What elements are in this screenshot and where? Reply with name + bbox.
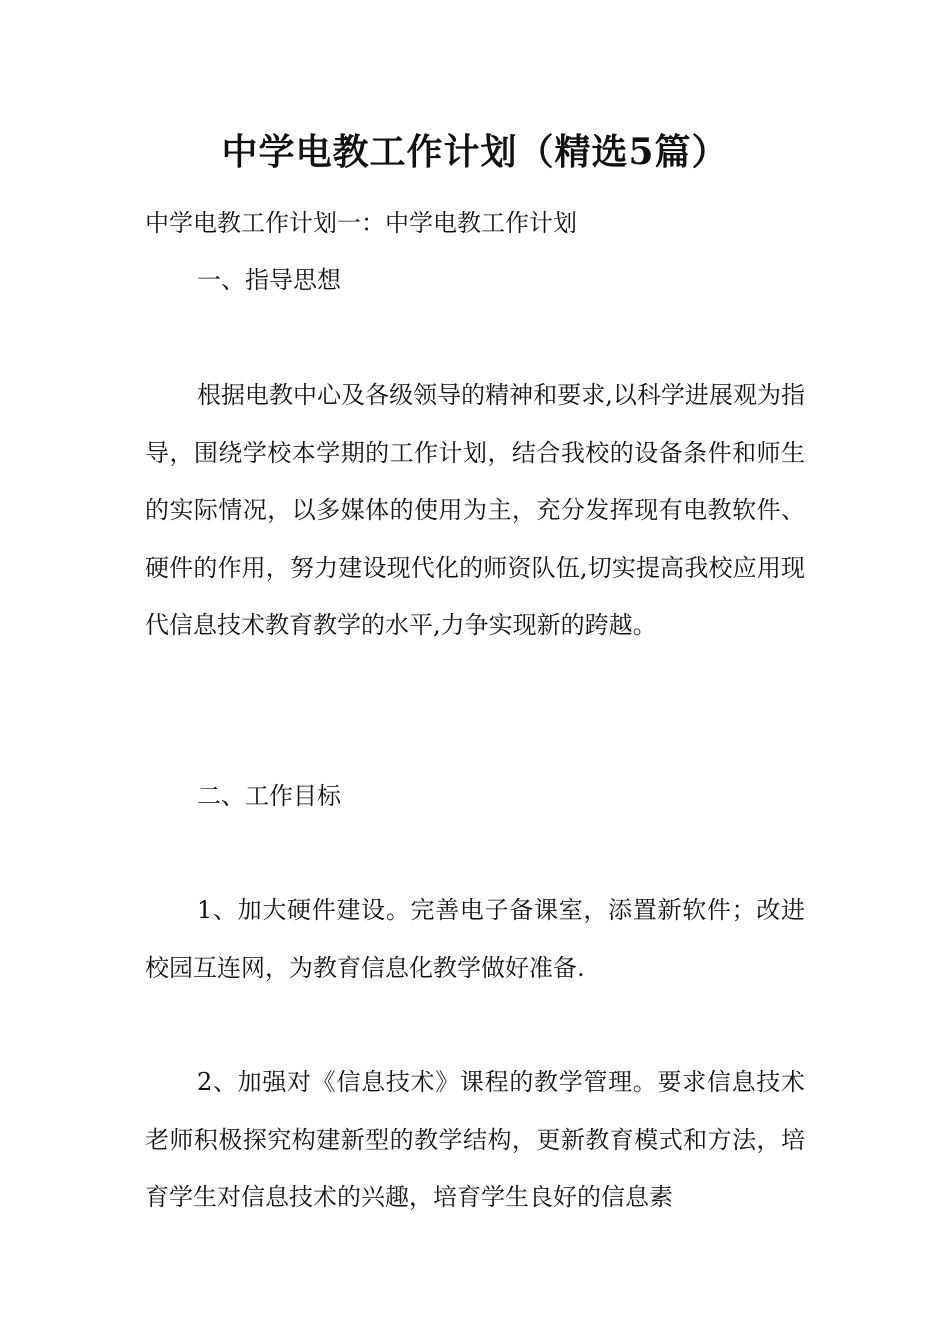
section-subtitle: 中学电教工作计划一：中学电教工作计划 [145, 209, 577, 237]
paragraph-guiding-ideology: 根据电教中心及各级领导的精神和要求,以科学进展观为指导，围绕学校本学期的工作计划，结合我校的设备条件和师生的实际情况，以多媒体的使用为主，充分发挥现有电教软件、硬件的作用，努力建设现代化的师资队伍,切实提高我校应用现代信息技术教育教学的水平,力争实现新的跨越。 [145, 381, 805, 639]
heading-guiding-ideology: 一、指导思想 [197, 266, 341, 294]
heading-work-goals: 二、工作目标 [197, 782, 341, 810]
document-title: 中学电教工作计划（精选5篇） [221, 131, 729, 173]
goal-item-1: 1、加大硬件建设。完善电子备课室，添置新软件；改进校园互连网，为教育信息化教学做好准备. [145, 896, 805, 982]
goal-item-2: 2、加强对《信息技术》课程的教学管理。要求信息技术老师积极探究构建新型的教学结构，更新教育模式和方法，培育学生对信息技术的兴趣，培育学生良好的信息素 [145, 1068, 805, 1211]
